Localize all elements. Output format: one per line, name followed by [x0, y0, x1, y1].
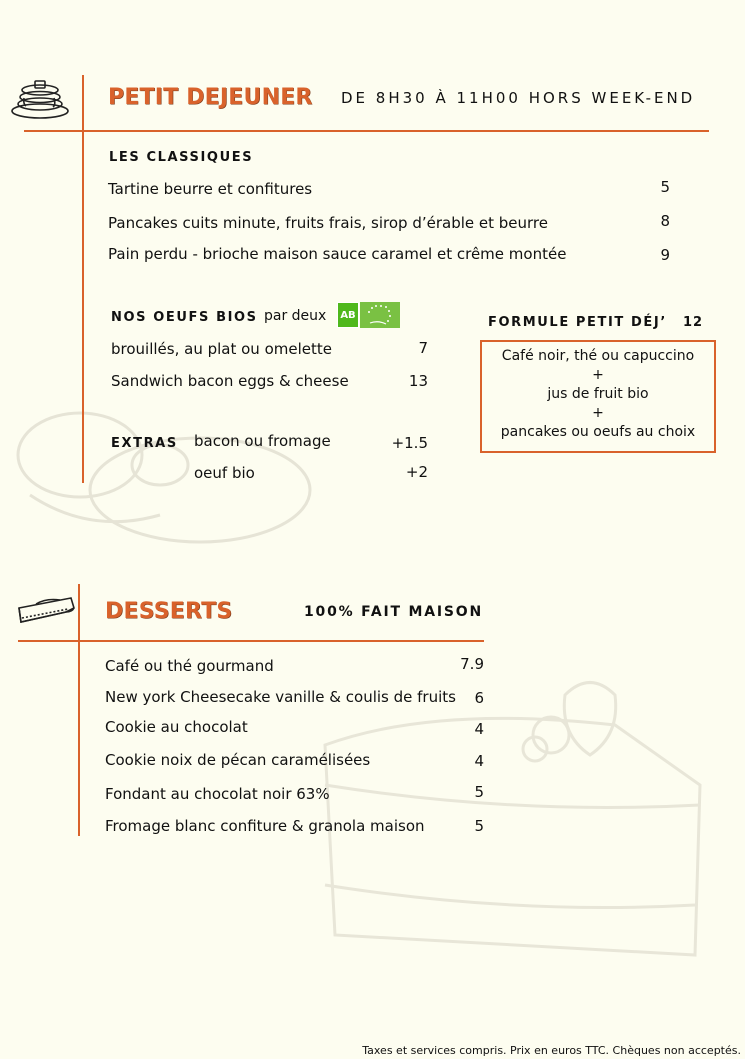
dessert-item-price: 4 — [474, 720, 484, 738]
dessert-item-price: 4 — [474, 752, 484, 770]
ab-badge — [337, 302, 359, 328]
formule-line: + — [592, 405, 604, 421]
oeufs-item-name: brouillés, au plat ou omelette — [111, 340, 332, 358]
formule-line: Café noir, thé ou capuccino — [501, 348, 695, 364]
ab-organic-logo — [337, 302, 400, 328]
formule-box — [480, 340, 716, 453]
formule-line: jus de fruit bio — [547, 386, 649, 402]
classiques-item-name: Pancakes cuits minute, fruits frais, sirop d’érable et beurre — [108, 214, 548, 232]
extras-item-name: bacon ou fromage — [194, 432, 331, 450]
dessert-item-name: Fromage blanc confiture & granola maison — [105, 817, 425, 835]
oeufs-item-name: Sandwich bacon eggs & cheese — [111, 372, 349, 390]
classiques-item-price: 9 — [660, 246, 670, 264]
formule-heading: FORMULE PETIT DÉJ’ — [488, 315, 667, 330]
breakfast-hours: DE 8H30 À 11H00 HORS WEEK-END — [341, 89, 696, 107]
extras-heading: EXTRAS — [111, 436, 178, 451]
dessert-item-price: 6 — [474, 689, 484, 707]
dessert-item-name: Cookie noix de pécan caramélisées — [105, 751, 371, 769]
dessert-item-name: New york Cheesecake vanille & coulis de fruits — [105, 688, 456, 706]
footer-note: Taxes et services compris. Prix en euros TTC. Chèques non acceptés. — [362, 1044, 741, 1057]
ab-badge-text: AB — [340, 310, 356, 321]
desserts-vertical-divider — [78, 584, 80, 836]
extras-item-price: +2 — [405, 463, 428, 481]
oeufs-item-price: 7 — [418, 339, 428, 357]
cake-background-illustration — [315, 665, 705, 965]
dessert-item-price: 5 — [474, 783, 484, 801]
breakfast-vertical-divider — [82, 75, 84, 483]
oeufs-note: par deux — [264, 308, 327, 324]
oeufs-heading: NOS OEUFS BIOS — [111, 310, 258, 325]
desserts-horizontal-divider — [18, 640, 484, 642]
dessert-item-price: 7.9 — [460, 655, 484, 673]
pancake-icon — [10, 78, 70, 120]
dessert-item-name: Fondant au chocolat noir 63% — [105, 785, 330, 803]
classiques-item-price: 5 — [660, 178, 670, 196]
desserts-title: DESSERTS — [105, 599, 233, 624]
dessert-item-name: Café ou thé gourmand — [105, 657, 274, 675]
formule-line: pancakes ou oeufs au choix — [500, 424, 696, 440]
pie-slice-icon — [16, 592, 76, 632]
classiques-item-name: Pain perdu - brioche maison sauce caramel et crême montée — [108, 245, 567, 263]
classiques-heading: LES CLASSIQUES — [109, 150, 254, 165]
breakfast-title: PETIT DEJEUNER — [108, 85, 313, 110]
oeufs-item-price: 13 — [408, 372, 428, 390]
formule-line: + — [592, 367, 604, 383]
classiques-item-price: 8 — [660, 212, 670, 230]
extras-item-price: +1.5 — [391, 434, 428, 452]
classiques-item-name: Tartine beurre et confitures — [108, 180, 313, 198]
extras-item-name: oeuf bio — [194, 464, 255, 482]
dessert-item-price: 5 — [474, 817, 484, 835]
eggs-background-illustration — [10, 395, 370, 555]
formule-price: 12 — [683, 315, 704, 330]
breakfast-horizontal-divider — [24, 130, 709, 132]
desserts-subtitle: 100% FAIT MAISON — [304, 604, 484, 620]
eu-organic-leaf-icon — [360, 302, 400, 328]
dessert-item-name: Cookie au chocolat — [105, 718, 248, 736]
